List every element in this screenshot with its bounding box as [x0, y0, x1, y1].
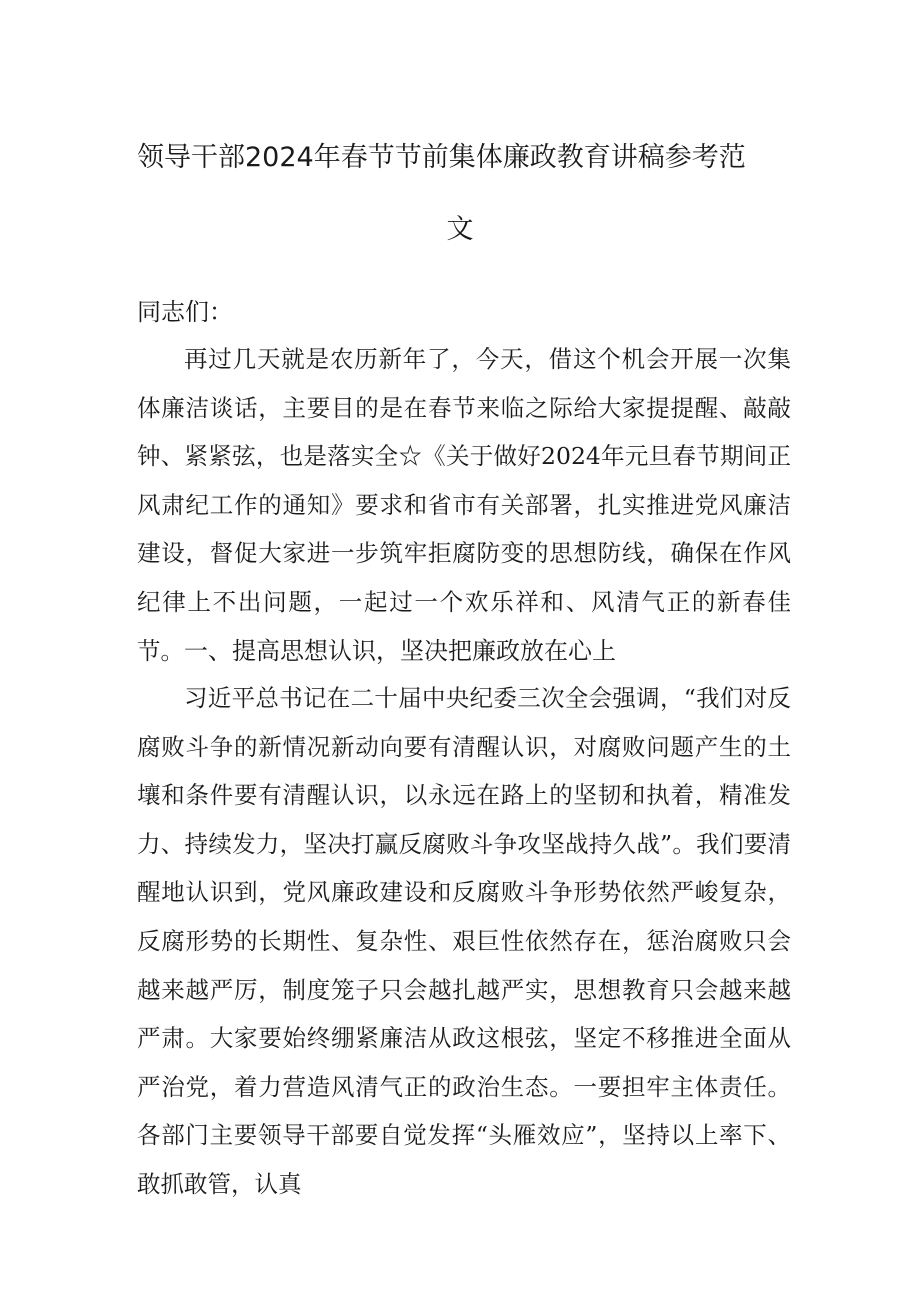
body-paragraph-1: 再过几天就是农历新年了，今天，借这个机会开展一次集体廉洁谈话，主要目的是在春节来临之际给大家提提醒、敲敲钟、紧紧弦，也是落实全☆《关于做好2024年元旦春节期间正风肃纪工作的通知》要求和省市有关部署，扎实推进党风廉洁建设，督促大家进一步筑牢拒腐防变的思想防线，确保在作风纪律上不出问题，一起过一个欢乐祥和、风清气正的新春佳节。: [137, 345, 791, 665]
document-title-line-2: 文: [446, 214, 474, 245]
salutation: 同志们：: [137, 298, 233, 326]
section-heading-1: 一、提高思想认识，坚决把廉政放在心上: [184, 637, 616, 665]
body-paragraph-2: 习近平总书记在二十届中央纪委三次全会强调，“我们对反腐败斗争的新情况新动向要有清醒认识，对腐败问题产生的土壤和条件要有清醒认识，以永远在路上的坚韧和执着，精准发力、持续发力，坚决打赢反腐败斗争攻坚战持久战”。我们要清醒地认识到，党风廉政建设和反腐败斗争形势依然严峻复杂，反腐形势的长期性、复杂性、艰巨性依然存在，惩治腐败只会越来越严厉，制度笼子只会越扎越严实，思想教育只会越来越严肃。大家要始终绷紧廉洁从政这根弦，坚定不移推进全面从严治党，着力营造风清气正的政治生态。一要担牢主体责任。各部门主要领导干部要自觉发挥“头雁效应”，坚持以上率下、敢抓敢管，认真: [137, 684, 791, 1198]
document-title-line-1: 领导干部2024年春节节前集体廉政教育讲稿参考范: [137, 142, 746, 173]
